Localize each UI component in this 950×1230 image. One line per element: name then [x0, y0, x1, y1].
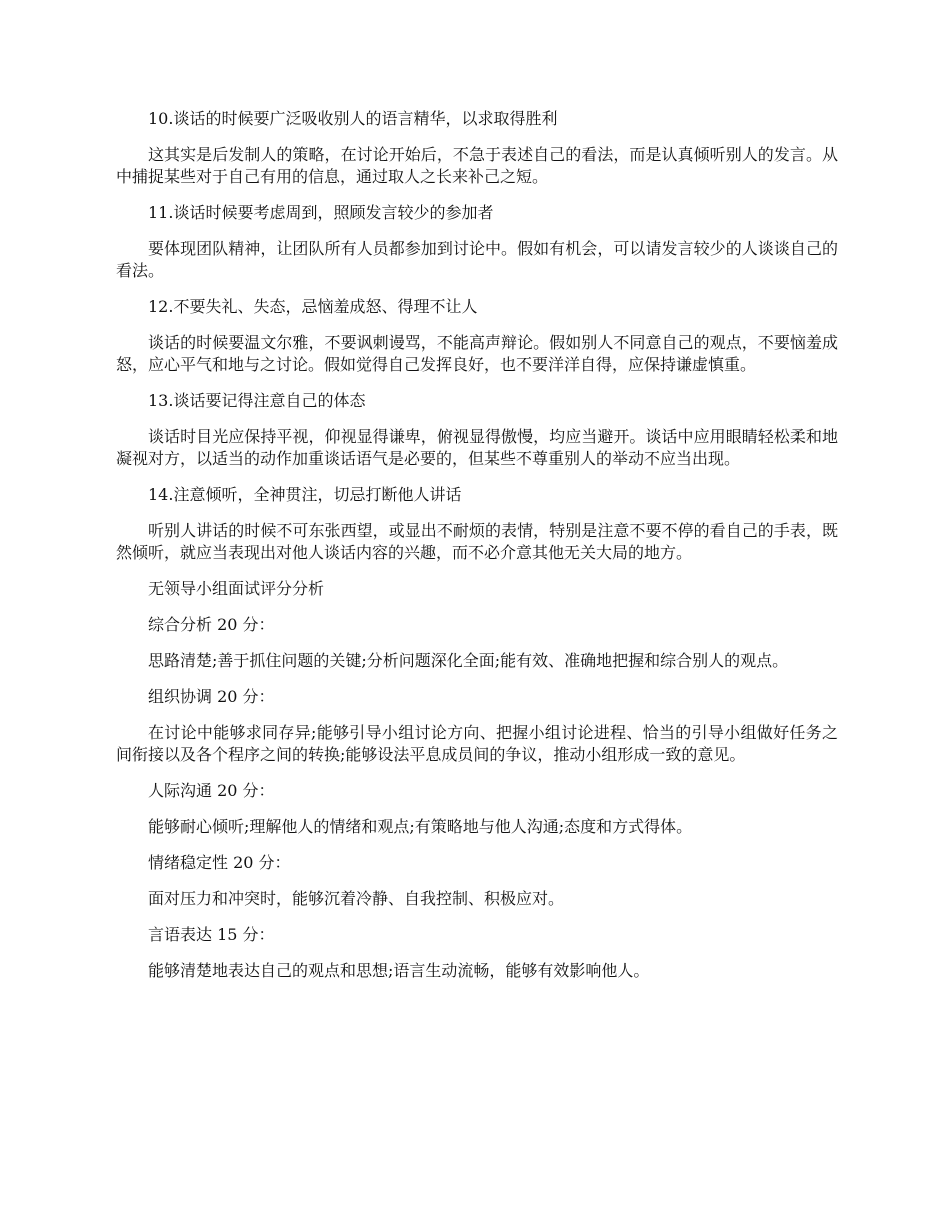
section-heading-12: 12.不要失礼、失态，忌恼羞成怒、得理不让人 [148, 297, 478, 316]
criterion-stability-text: 面对压力和冲突时，能够沉着冷静、自我控制、积极应对。 [148, 889, 565, 908]
criterion-coordination-text: 在讨论中能够求同存异;能够引导小组讨论方向、把握小组讨论进程、恰当的引导小组做好任务之间衔接以及各个程序之间的转换;能够设法平息成员间的争议，推动小组形成一致的意见。 [116, 723, 838, 764]
paragraph-14: 听别人讲话的时候不可东张西望，或显出不耐烦的表情，特别是注意不要不停的看自己的手表，既然倾听，就应当表现出对他人谈话内容的兴趣，而不必介意其他无关大局的地方。 [116, 521, 838, 562]
criterion-expression-heading: 言语表达 15 分： [148, 925, 275, 944]
criterion-analysis-text: 思路清楚;善于抓住问题的关键;分析问题深化全面;能有效、准确地把握和综合别人的观点。 [148, 651, 789, 670]
paragraph-13: 谈话时目光应保持平视，仰视显得谦卑，俯视显得傲慢，均应当避开。谈话中应用眼睛轻松柔和地凝视对方，以适当的动作加重谈话语气是必要的，但某些不尊重别人的举动不应当出现。 [116, 427, 838, 468]
criterion-coordination-heading: 组织协调 20 分： [148, 687, 275, 706]
section-heading-13: 13.谈话要记得注意自己的体态 [148, 391, 366, 410]
criterion-communication-text: 能够耐心倾听;理解他人的情绪和观点;有策略地与他人沟通;态度和方式得体。 [148, 817, 693, 836]
criterion-stability-heading: 情绪稳定性 20 分： [148, 853, 291, 872]
scoring-title: 无领导小组面试评分分析 [148, 579, 325, 598]
section-heading-10: 10.谈话的时候要广泛吸收别人的语言精华，以求取得胜利 [148, 109, 558, 128]
criterion-communication-heading: 人际沟通 20 分： [148, 781, 275, 800]
section-heading-11: 11.谈话时候要考虑周到，照顾发言较少的参加者 [148, 203, 494, 222]
criterion-expression-text: 能够清楚地表达自己的观点和思想;语言生动流畅，能够有效影响他人。 [148, 961, 650, 980]
paragraph-12: 谈话的时候要温文尔雅，不要讽刺谩骂，不能高声辩论。假如别人不同意自己的观点，不要恼羞成怒，应心平气和地与之讨论。假如觉得自己发挥良好，也不要洋洋自得，应保持谦虚慎重。 [116, 333, 838, 374]
section-heading-14: 14.注意倾听，全神贯注，切忌打断他人讲话 [148, 485, 462, 504]
criterion-analysis-heading: 综合分析 20 分： [148, 615, 275, 634]
paragraph-11: 要体现团队精神，让团队所有人员都参加到讨论中。假如有机会，可以请发言较少的人谈谈自己的看法。 [116, 239, 838, 280]
document-page [116, 108, 838, 996]
paragraph-10: 这其实是后发制人的策略，在讨论开始后，不急于表述自己的看法，而是认真倾听别人的发言。从中捕捉某些对于自己有用的信息，通过取人之长来补己之短。 [116, 145, 838, 186]
